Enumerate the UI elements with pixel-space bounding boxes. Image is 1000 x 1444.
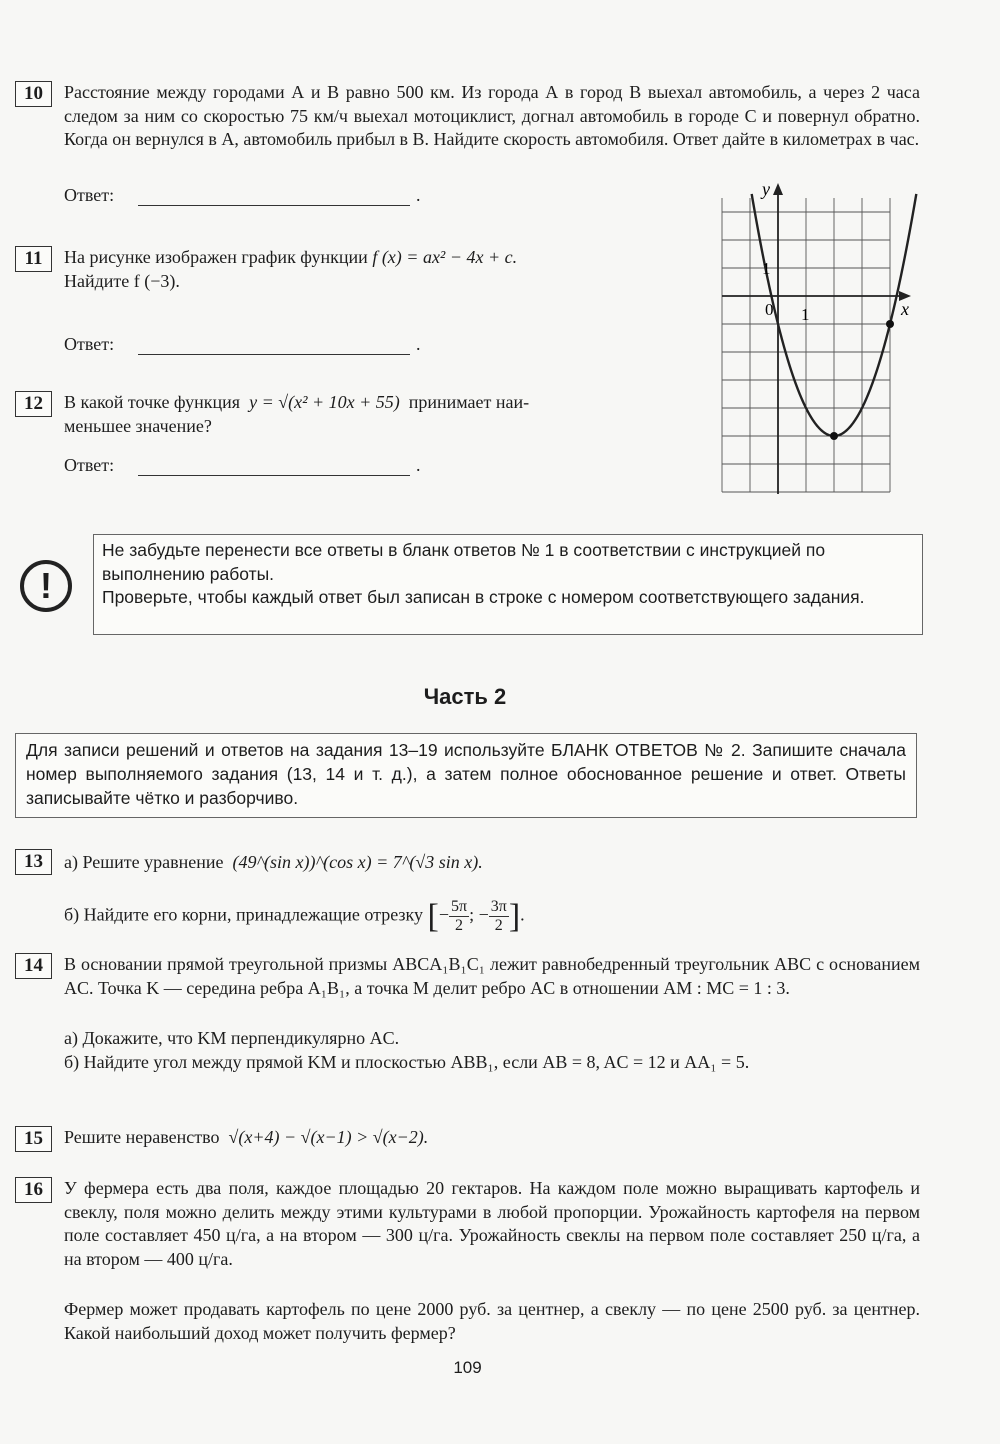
task-13-b: б) Найдите его корни, принадлежащие отрезку [− $\frac{5\pi}{2}$ ; − $\frac{3\pi}{2}$ ]. [64,897,525,935]
parabola-graph [710,176,920,496]
task-14-text: В основании прямой треугольной призмы ABCA₁B₁C₁ лежит равнобедренный треугольник ABC с основанием AC. Точка K — середина ребра A₁B₁, а точка M делит ребро AC в отношении AM : MC = 1 : 3. [64,954,920,998]
task-number-14: 14 [15,953,52,979]
part2-title: Часть 2 [423,684,507,709]
fraction-2 [489,898,509,935]
task-13-a-formula: (49^(sin x))^(cos x) = 7^(√3 sin x). [232,852,483,872]
y-unit-label: 1 [762,259,771,278]
notice-box [93,534,923,635]
fraction-2-den: 2 [494,917,503,934]
task-12-text-c: меньшее значение? [64,415,212,436]
task-number-13: 13 [15,849,52,875]
task-14-a: а) Докажите, что KM перпендикулярно AC. [64,1028,400,1048]
x-unit-label: 1 [801,305,810,324]
answer-field-11[interactable] [138,340,410,355]
graph-point [886,320,894,328]
task-10-text: Расстояние между городами А и В равно 500 км. Из города А в город В выехал автомобиль, а через 2 часа следом за ним со скоростью 75 км/ч выехал мотоциклист, догнал автомобиль в городе С и повернул обратно. Когда он вернулся в А, автомобиль прибыл в В. Найдите скорость автомобиля. Ответ дайте в километрах в час. [64,82,920,149]
answer-dot-12: . [416,455,421,475]
task-number-12: 12 [15,391,52,417]
graph-point [830,432,838,440]
y-axis-arrow [773,183,783,195]
notice-line-1: Не забудьте перенести все ответы в бланк ответов № 1 в соответствии с инструкцией по выполнению работы. [102,540,826,584]
task-12-text [64,391,669,438]
task-number-15: 15 [15,1126,52,1152]
y-axis-label: y [762,179,770,199]
task-14-b: б) Найдите угол между прямой KM и плоскостью ABB₁, если AB = 8, AC = 12 и AA₁ = 5. [64,1052,750,1072]
task-number-11: 11 [15,246,52,272]
exclamation-icon: ! [20,560,72,612]
task-number-16: 16 [15,1177,52,1203]
origin-label: 0 [765,300,774,319]
task-13-a [64,851,924,875]
task-12-text-a: В какой точке функция [64,392,241,412]
page-number: 109 [453,1358,482,1377]
answer-dot-11: . [416,334,421,354]
task-11-text-b: Найдите f (−3). [64,270,180,291]
fraction-1-num: 5π [451,898,468,915]
task-11-formula: f (x) = ax² − 4x + c. [372,247,518,267]
answer-field-10[interactable] [138,191,410,206]
task-12-text-b: принимает наи- [408,392,530,412]
task-13-a-text: а) Решите уравнение [64,852,224,872]
part2-instructions: Для записи решений и ответов на задания 13–19 используйте БЛАНК ОТВЕТОВ № 2. Запишите сначала номер выполняемого задания (13, 14 и т. д.), а затем полное обоснованное решение и ответ. Ответы записывайте чётко и разборчиво. [15,733,917,818]
task-number-10: 10 [15,81,52,107]
answer-label-11: Ответ: [64,334,115,354]
answer-field-12[interactable] [138,461,410,476]
task-11-text-a: На рисунке изображен график функции [64,247,373,267]
fraction-1-den: 2 [455,917,464,934]
x-axis-label: x [901,299,909,319]
task-15 [64,1126,920,1150]
bracket-left: [ [427,897,439,935]
task-12-formula: y = √(x² + 10x + 55) [249,392,400,412]
notice-line-2: Проверьте, чтобы каждый ответ был записан в строке с номером соответствующего задания. [102,587,865,607]
task-15-text: Решите неравенство [64,1127,220,1147]
answer-dot-10: . [416,185,421,205]
task-13-b-text: б) Найдите его корни, принадлежащие отрезку [64,904,424,925]
answer-label-10: Ответ: [64,185,115,205]
task-11-text [64,246,669,293]
task-16-p2: Фермер может продавать картофель по цене 2000 руб. за центнер, а свеклу — по цене 2500 руб. за центнер. Какой наибольший доход может получить фермер? [64,1299,920,1343]
task-15-formula: √(x+4) − √(x−1) > √(x−2). [228,1127,429,1147]
bracket-right: ] [508,897,521,935]
fraction-2-num: 3π [490,898,507,915]
answer-label-12: Ответ: [64,455,115,475]
fraction-1 [449,898,469,935]
graph-grid [722,198,890,492]
task-16-p1: У фермера есть два поля, каждое площадью 20 гектаров. На каждом поле можно выращивать картофель и свеклу, поля можно делить между этими культурами в любой пропорции. Урожайность картофеля на первом поле составляет 450 ц/га, а на втором — 300 ц/га. Урожайность свеклы на первом поле составляет 250 ц/га, а на втором — 400 ц/га. [64,1178,920,1269]
